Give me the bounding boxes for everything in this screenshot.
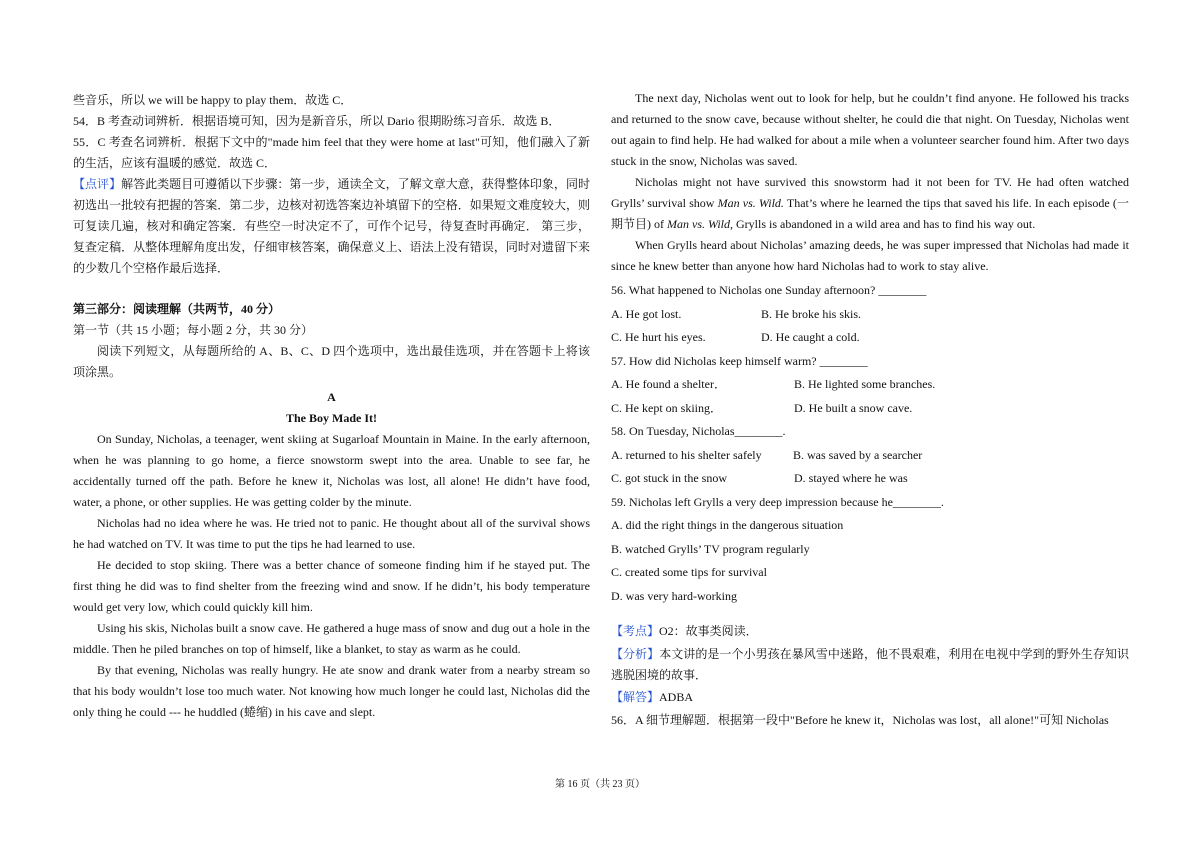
passage-title: The Boy Made It! — [286, 411, 377, 425]
option-57-b: B. He lighted some branches. — [794, 377, 936, 391]
option-56-c: C. He hurt his eyes. — [611, 330, 706, 344]
passage-label: A — [327, 390, 336, 404]
analysis-tag: 【分析】 — [611, 646, 660, 661]
instructions: 阅读下列短文，从每题所给的 A、B、C、D 四个选项中，选出最佳选项，并在答题卡上将该项涂黑。 — [73, 344, 590, 379]
review-text: 解答此类题目可遵循以下步骤：第一步，通读全文，了解文章大意，获得整体印象，同时初选出一批较有把握的答案．第二步，边核对初选答案边补填留下的空格．如果短文难度较大，则可复读几遍，核对和确定答案．有些空一时决定不了，可作个记号，待复查时再确定． 第三步，复查定稿．从整体理解角度出发，仔细审核答案，确保意义上、语法上没有错误，同时对遗留下来的少数几个空格作最后选择． — [73, 177, 590, 275]
option-58-b: B. was saved by a searcher — [793, 447, 923, 462]
question-58: 58. On Tuesday, Nicholas________. — [611, 424, 786, 438]
question-59: 59. Nicholas left Grylls a very deep impression because he________. — [611, 494, 944, 509]
answer-53-tail: 些音乐，所以 we will be happy to play them．故选 C． — [73, 93, 353, 107]
review-paragraph — [73, 174, 590, 279]
question-56: 56. What happened to Nicholas one Sunday afternoon? ________ — [611, 283, 927, 297]
exam-point-tag: 【考点】 — [611, 624, 660, 638]
option-58-d: D. stayed where he was — [794, 471, 908, 485]
question-57: 57. How did Nicholas keep himself warm? ________ — [611, 353, 868, 368]
answer-55: 55．C 考查名词辨析．根据下文中的"made him feel that they were home at last"可知，他们融入了新的生活，应该有温暖的感觉．故选 C． — [73, 135, 590, 170]
option-59-a: A. did the right things in the dangerous situation — [611, 518, 844, 532]
option-59-d: D. was very hard-working — [611, 588, 737, 603]
passage-paragraph-6: The next day, Nicholas went out to look for help, but he couldn’t find anyone. He followed his tracks and returned to the snow cave, because without shelter, he could die that night. On Tuesday, Nicholas went out again to find help. He had walked for about a mile when a volunteer searcher found him. After two days stuck in the snow, Nicholas was saved. — [611, 91, 1129, 168]
page-number: 第 16 页（共 23 页） — [555, 779, 645, 790]
passage-paragraph-7: Nicholas might not have survived this snowstorm had it not been for TV. He had often watched Grylls’ survival show Man vs. Wild. That’s where he learned the tips that saved his life. In each episode (一期节目) of Man vs. Wild, Grylls is abandoned in a wild area and has to find his way out. — [611, 175, 1129, 231]
option-57-d: D. He built a snow cave. — [794, 400, 913, 415]
option-58-c: C. got stuck in the snow — [611, 471, 727, 485]
option-59-c: C. created some tips for survival — [611, 565, 767, 579]
option-57-a: A. He found a shelter． — [611, 377, 726, 391]
question-57-options-cd — [611, 397, 1129, 421]
option-58-a: A. returned to his shelter safely — [611, 447, 762, 462]
option-57-c: C. He kept on skiing． — [611, 400, 722, 415]
passage-paragraph-3: He decided to stop skiing. There was a better chance of someone finding him if he stayed put. The first thing he did was to find shelter from the freezing wind and snow. If he didn’t, his body temperature would get very low, which could quickly kill him. — [73, 558, 590, 614]
passage-paragraph-2: Nicholas had no idea where he was. He tried not to panic. He thought about all of the survival shows he had watched on TV. It was time to put the tips he had learned to use. — [73, 516, 590, 551]
option-56-b: B. He broke his skis. — [761, 306, 861, 321]
exam-point: 【考点】O2：故事类阅读． — [611, 624, 758, 638]
section-title: 第三部分：阅读理解（共两节，40 分） — [73, 302, 281, 316]
passage-paragraph-4: Using his skis, Nicholas built a snow cave. He gathered a huge mass of snow and dug out a hole in the middle. Then he piled branches on top of himself, like a blanket, to stay as warm as he could. — [73, 621, 590, 656]
answer-key: 【解答】ADBA — [611, 689, 694, 704]
subsection-title: 第一节（共 15 小题；每小题 2 分，共 30 分） — [73, 323, 314, 337]
passage-paragraph-1: On Sunday, Nicholas, a teenager, went skiing at Sugarloaf Mountain in Maine. In the early afternoon, when he was planning to go home, a fierce snowstorm swept into the area. Unable to see far, he accidentally turned off the path. Before he knew it, Nicholas was lost, all alone! He didn’t have food, water, a phone, or other supplies. He was getting colder by the minute. — [73, 432, 590, 509]
analysis: 【分析】本文讲的是一个小男孩在暴风雪中迷路，他不畏艰难，利用在电视中学到的野外生存知识逃脱困境的故事． — [611, 646, 1129, 682]
passage-paragraph-8: When Grylls heard about Nicholas’ amazing deeds, he was super impressed that Nicholas had made it since he knew better than anyone how hard Nicholas had to work to stay alive. — [611, 238, 1129, 273]
answer-56-explanation: 56．A 细节理解题．根据第一段中"Before he knew it，Nicholas was lost，all alone!"可知 Nicholas — [611, 713, 1109, 727]
review-tag: 【点评】 — [73, 177, 122, 191]
question-58-options-cd — [611, 467, 1129, 491]
question-57-options-ab — [611, 373, 1129, 397]
answer-54: 54．B 考查动词辨析．根据语境可知，因为是新音乐，所以 Dario 很期盼练习音乐．故选 B． — [73, 114, 561, 128]
right-column — [611, 88, 1129, 733]
answer-tag: 【解答】 — [611, 689, 660, 704]
option-56-d: D. He caught a cold. — [761, 330, 860, 344]
option-59-b: B. watched Grylls’ TV program regularly — [611, 541, 810, 556]
option-56-a: A. He got lost. — [611, 306, 682, 321]
question-58-options-ab — [611, 444, 1129, 468]
left-column — [73, 90, 590, 723]
question-56-options-ab — [611, 303, 1129, 327]
passage-paragraph-5: By that evening, Nicholas was really hungry. He ate snow and drank water from a nearby stream so that his body wouldn’t lose too much water. Not knowing how much longer he could last, Nicholas did the only thing he could --- he huddled (蜷缩) in his cave and slept. — [73, 663, 590, 719]
question-56-options-cd — [611, 326, 1129, 350]
